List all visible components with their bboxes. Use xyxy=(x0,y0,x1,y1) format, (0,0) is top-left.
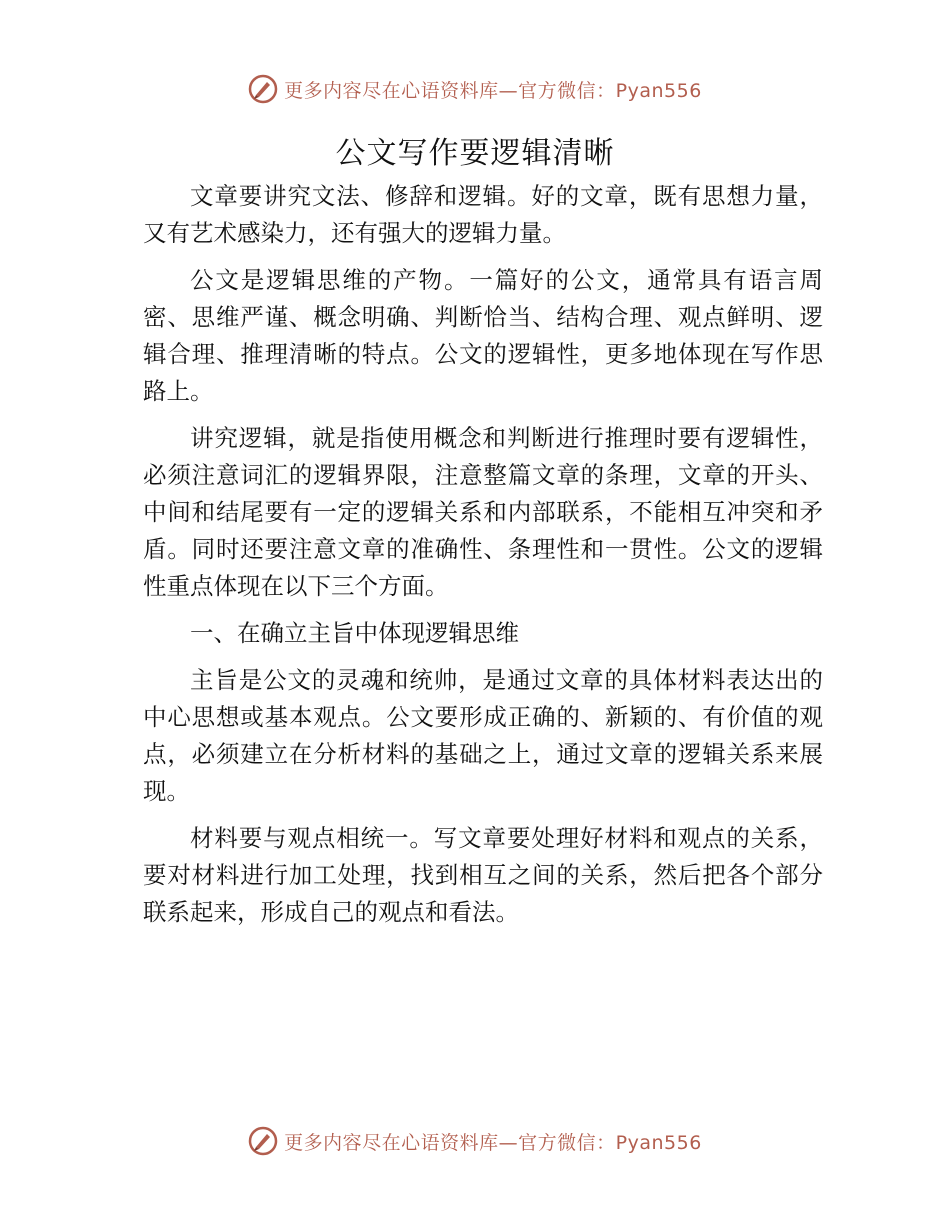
paragraph: 讲究逻辑，就是指使用概念和判断进行推理时要有逻辑性，必须注意词汇的逻辑界限，注意整篇文章的条理，文章的开头、中间和结尾要有一定的逻辑关系和内部联系，不能相互冲突和矛盾。同时还要注意文章的准确性、条理性和一贯性。公文的逻辑性重点体现在以下三个方面。 xyxy=(143,424,823,600)
footer-watermark xyxy=(0,1126,950,1156)
paragraph: 公文是逻辑思维的产物。一篇好的公文，通常具有语言周密、思维严谨、概念明确、判断恰当、结构合理、观点鲜明、逻辑合理、推理清晰的特点。公文的逻辑性，更多地体现在写作思路上。 xyxy=(143,266,823,405)
section-heading: 一、在确立主旨中体现逻辑思维 xyxy=(190,619,519,647)
paragraph: 材料要与观点相统一。写文章要处理好材料和观点的关系，要对材料进行加工处理，找到相互之间的关系，然后把各个部分联系起来，形成自己的观点和看法。 xyxy=(143,824,823,926)
document-body xyxy=(143,178,823,941)
paragraph: 主旨是公文的灵魂和统帅，是通过文章的具体材料表达出的中心思想或基本观点。公文要形成正确的、新颖的、有价值的观点，必须建立在分析材料的基础之上，通过文章的逻辑关系来展现。 xyxy=(143,666,823,805)
watermark-text: 更多内容尽在心语资料库—官方微信：Pyan556 xyxy=(284,79,702,102)
pen-logo-icon xyxy=(248,1126,278,1156)
paragraph: 文章要讲究文法、修辞和逻辑。好的文章，既有思想力量，又有艺术感染力，还有强大的逻辑力量。 xyxy=(143,182,823,247)
header-watermark xyxy=(0,74,950,104)
watermark-text: 更多内容尽在心语资料库—官方微信：Pyan556 xyxy=(284,1131,702,1154)
document-title: 公文写作要逻辑清晰 xyxy=(335,136,615,171)
pen-logo-icon xyxy=(248,74,278,104)
